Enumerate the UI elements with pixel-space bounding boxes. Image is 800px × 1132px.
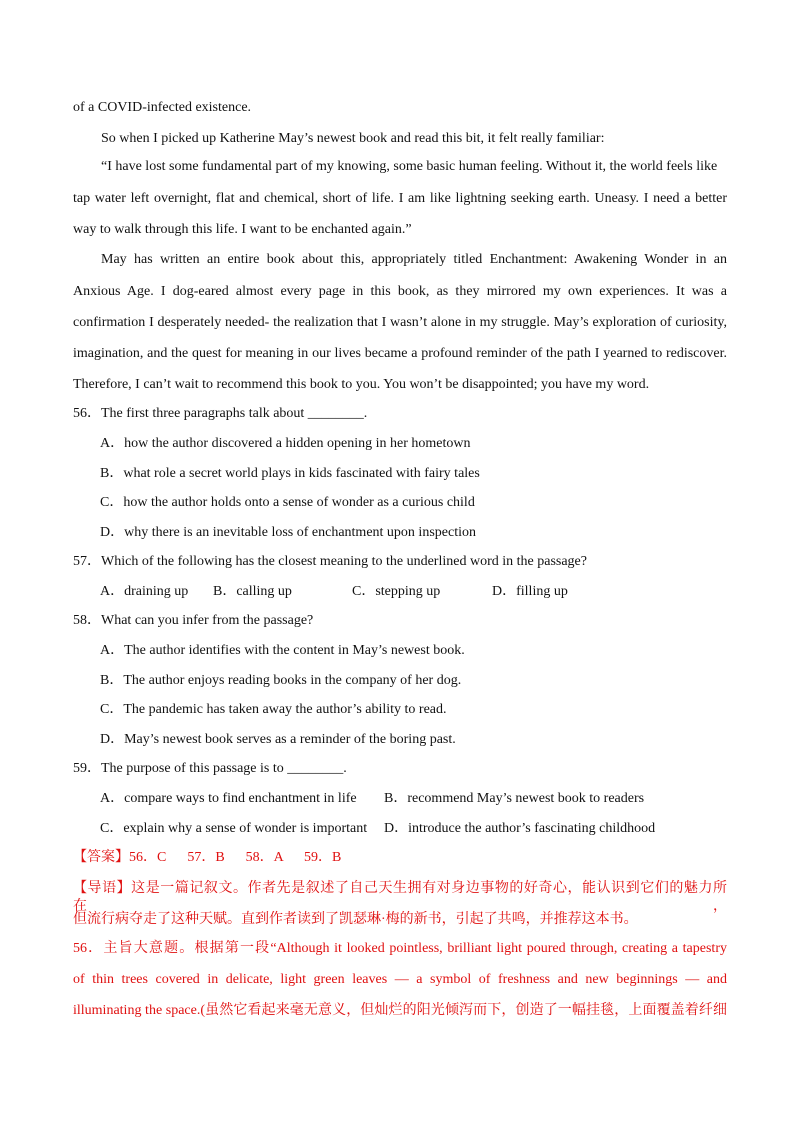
option-59-c: C．explain why a sense of wonder is important bbox=[100, 821, 368, 836]
passage-line: confirmation I desperately needed- the realization that I wasn’t alone in my struggle. May’s exploration of curiosity, bbox=[73, 315, 727, 330]
passage-line: imagination, and the quest for meaning in our lives became a profound reminder of the path I yearned to rediscover. bbox=[73, 346, 727, 361]
passage-line: Anxious Age. I dog-eared almost every page in this book, as they mirrored my own experiences. It was a bbox=[73, 284, 727, 299]
explanation-line: of thin trees covered in delicate, light green leaves — a symbol of freshness and new beginnings — and bbox=[73, 972, 727, 987]
explanation-line: 56．主旨大意题。根据第一段“Although it looked pointless, brilliant light poured through, creating a tapestry bbox=[73, 941, 727, 956]
question-stem-57: 57．Which of the following has the closest meaning to the underlined word in the passage? bbox=[73, 554, 587, 569]
passage-line: tap water left overnight, flat and chemical, short of life. I am like lightning seeking earth. Uneasy. I need a better bbox=[73, 191, 727, 206]
answer-key: 【答案】56．C 57．B 58．A 59．B bbox=[73, 850, 342, 865]
option-56-b: B．what role a secret world plays in kids fascinated with fairy tales bbox=[100, 466, 480, 481]
option-58-b: B．The author enjoys reading books in the company of her dog. bbox=[100, 673, 462, 688]
option-59-b: B．recommend May’s newest book to readers bbox=[384, 791, 645, 806]
guide-line: 但流行病夺走了这种天赋。直到作者读到了凯瑟琳·梅的新书，引起了共鸣，并推荐这本书。 bbox=[73, 912, 638, 927]
guide-line: 【导语】这是一篇记叙文。作者先是叙述了自己天生拥有对身边事物的好奇心，能认识到它们的魅力所在， bbox=[73, 881, 727, 914]
passage-line: of a COVID-infected existence. bbox=[73, 100, 252, 115]
question-stem-58: 58．What can you infer from the passage? bbox=[73, 613, 314, 628]
option-57-c: C．stepping up bbox=[352, 584, 441, 599]
option-56-c: C．how the author holds onto a sense of wonder as a curious child bbox=[100, 495, 475, 510]
passage-line: way to walk through this life. I want to be enchanted again.” bbox=[73, 222, 412, 237]
passage-line: May has written an entire book about this, appropriately titled Enchantment: Awakening Wonder in an bbox=[101, 252, 727, 267]
option-56-a: A．how the author discovered a hidden opening in her hometown bbox=[100, 436, 471, 451]
option-57-a: A．draining up bbox=[100, 584, 189, 599]
option-58-c: C．The pandemic has taken away the author’s ability to read. bbox=[100, 702, 447, 717]
option-57-b: B．calling up bbox=[213, 584, 292, 599]
option-59-a: A．compare ways to find enchantment in life bbox=[100, 791, 357, 806]
question-stem-56: 56．The first three paragraphs talk about ________. bbox=[73, 406, 368, 421]
passage-line: So when I picked up Katherine May’s newest book and read this bit, it felt really familiar: bbox=[101, 131, 605, 146]
option-56-d: D．why there is an inevitable loss of enchantment upon inspection bbox=[100, 525, 476, 540]
explanation-line: illuminating the space.(虽然它看起来毫无意义，但灿烂的阳光倾泻而下，创造了一幅挂毯，上面覆盖着纤细 bbox=[73, 1003, 727, 1018]
option-58-d: D．May’s newest book serves as a reminder of the boring past. bbox=[100, 732, 456, 747]
question-stem-59: 59．The purpose of this passage is to ________. bbox=[73, 761, 347, 776]
option-59-d: D．introduce the author’s fascinating childhood bbox=[384, 821, 656, 836]
passage-line: Therefore, I can’t wait to recommend this book to you. You won’t be disappointed; you have my word. bbox=[73, 377, 650, 392]
option-57-d: D．filling up bbox=[492, 584, 568, 599]
option-58-a: A．The author identifies with the content in May’s newest book. bbox=[100, 643, 465, 658]
passage-line: “I have lost some fundamental part of my knowing, some basic human feeling. Without it, the world feels like bbox=[101, 159, 718, 174]
